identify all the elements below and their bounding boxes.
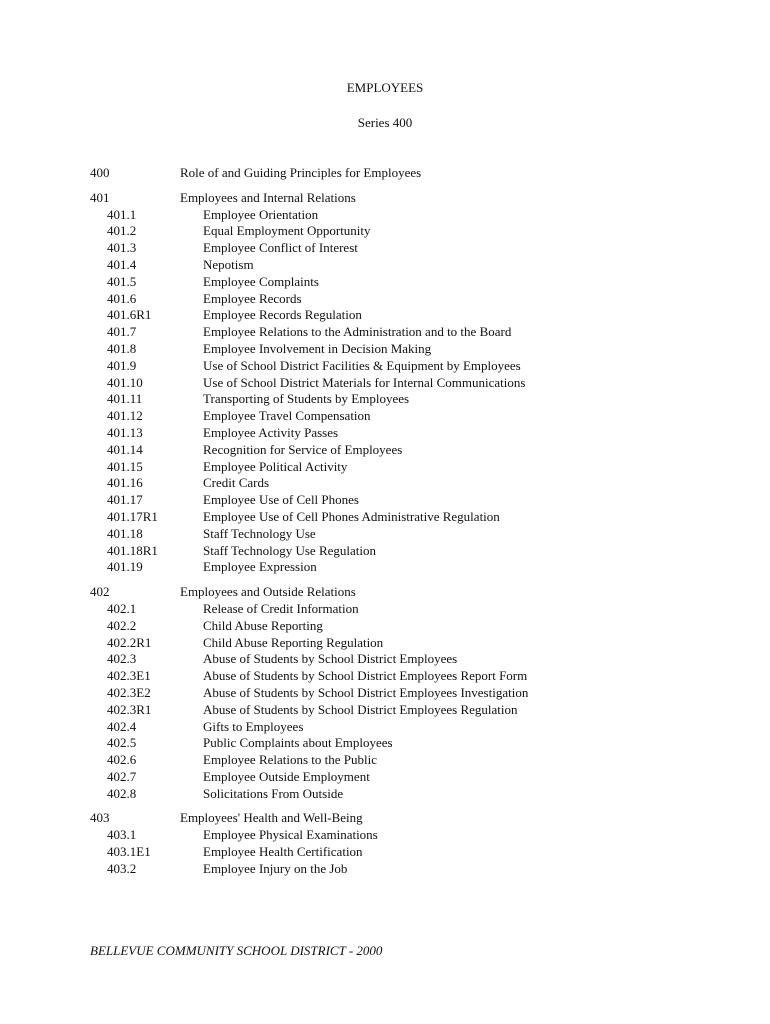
policy-title: Credit Cards <box>203 475 270 491</box>
policy-title: Employee Physical Examinations <box>203 827 378 843</box>
policy-row <box>90 685 690 702</box>
policy-title: Nepotism <box>203 256 254 272</box>
policy-row <box>90 651 690 668</box>
policy-row <box>90 291 690 308</box>
policy-title: Abuse of Students by School District Employees Investigation <box>203 684 529 700</box>
document-subtitle: Series 400 <box>357 115 413 130</box>
policy-number: 402.5 <box>107 735 137 751</box>
policy-title: Gifts to Employees <box>203 718 304 734</box>
policy-row <box>90 307 690 324</box>
policy-number: 401.18R1 <box>107 542 158 558</box>
section-title: Employees and Internal Relations <box>180 189 356 205</box>
policy-number: 402.1 <box>107 600 137 616</box>
policy-title: Employee Expression <box>203 559 317 575</box>
policy-number: 402.8 <box>107 785 137 801</box>
policy-row <box>90 769 690 786</box>
document-footer: BELLEVUE COMMUNITY SCHOOL DISTRICT - 2000 <box>90 943 383 958</box>
policy-row <box>90 526 690 543</box>
policy-title: Recognition for Service of Employees <box>203 441 403 457</box>
policy-title: Staff Technology Use Regulation <box>203 542 376 558</box>
policy-row <box>90 719 690 736</box>
section-number: 403 <box>90 810 110 826</box>
policy-row <box>90 861 690 878</box>
policy-number: 402.2R1 <box>107 634 152 650</box>
policy-row <box>90 442 690 459</box>
policy-section-401 <box>90 190 690 576</box>
policy-title: Abuse of Students by School District Employees Regulation <box>203 701 518 717</box>
policy-number: 401.14 <box>107 441 143 457</box>
policy-number: 402.2 <box>107 617 137 633</box>
policy-row <box>90 408 690 425</box>
policy-section-400 <box>90 165 690 182</box>
policy-title: Equal Employment Opportunity <box>203 223 371 239</box>
policy-number: 401.6 <box>107 290 137 306</box>
policy-title: Employee Involvement in Decision Making <box>203 340 432 356</box>
policy-title: Public Complaints about Employees <box>203 735 393 751</box>
policy-number: 401.10 <box>107 374 143 390</box>
policy-title: Employee Injury on the Job <box>203 860 348 876</box>
policy-number: 403.2 <box>107 860 137 876</box>
section-number: 400 <box>90 165 110 180</box>
section-number: 402 <box>90 584 110 600</box>
policy-number: 402.3 <box>107 651 137 667</box>
policy-row <box>90 475 690 492</box>
policy-row <box>90 257 690 274</box>
policy-row <box>90 509 690 526</box>
policy-title: Use of School District Materials for Internal Communications <box>203 374 526 390</box>
policy-row <box>90 786 690 803</box>
policy-number: 402.3R1 <box>107 701 152 717</box>
policy-title: Abuse of Students by School District Employees Report Form <box>203 668 528 684</box>
document-title: EMPLOYEES <box>346 80 424 95</box>
policy-title: Employee Political Activity <box>203 458 348 474</box>
policy-number: 401.19 <box>107 559 143 575</box>
policy-section-403 <box>90 810 690 877</box>
policy-row <box>90 391 690 408</box>
policy-number: 402.7 <box>107 768 137 784</box>
policy-title: Employee Relations to the Administration and to the Board <box>203 324 512 340</box>
policy-number: 401.1 <box>107 206 137 222</box>
policy-number: 401.6R1 <box>107 307 152 323</box>
policy-row <box>90 559 690 576</box>
policy-title: Employee Use of Cell Phones <box>203 492 359 508</box>
policy-number: 401.3 <box>107 240 137 256</box>
policy-number: 402.6 <box>107 752 137 768</box>
policy-number: 401.15 <box>107 458 143 474</box>
policy-number: 401.17 <box>107 492 143 508</box>
policy-number: 401.8 <box>107 340 137 356</box>
policy-number: 401.17R1 <box>107 508 158 524</box>
policy-title: Solicitations From Outside <box>203 785 344 801</box>
policy-number: 401.5 <box>107 273 137 289</box>
policy-row <box>90 702 690 719</box>
policy-row <box>90 324 690 341</box>
policy-number: 402.3E1 <box>107 668 151 684</box>
policy-row <box>90 827 690 844</box>
policy-number: 401.2 <box>107 223 137 239</box>
policy-row <box>90 735 690 752</box>
policy-number: 401.9 <box>107 357 137 373</box>
policy-title: Employee Conflict of Interest <box>203 240 358 256</box>
policy-number: 401.13 <box>107 424 143 440</box>
policy-title: Abuse of Students by School District Employees <box>203 651 458 667</box>
policy-number: 401.18 <box>107 525 143 541</box>
policy-row <box>90 223 690 240</box>
policy-title: Employee Outside Employment <box>203 768 370 784</box>
policy-row <box>90 635 690 652</box>
policy-title: Child Abuse Reporting Regulation <box>203 634 384 650</box>
section-title: Employees' Health and Well-Being <box>180 810 363 826</box>
policy-number: 402.4 <box>107 718 137 734</box>
policy-row <box>90 341 690 358</box>
policy-title: Employee Health Certification <box>203 844 363 860</box>
policy-row <box>90 618 690 635</box>
policy-row <box>90 844 690 861</box>
policy-title: Transporting of Students by Employees <box>203 391 410 407</box>
policy-title: Employee Relations to the Public <box>203 752 378 768</box>
policy-row <box>90 492 690 509</box>
policy-title: Employee Records <box>203 290 302 306</box>
section-heading-row <box>90 165 690 182</box>
policy-row <box>90 668 690 685</box>
policy-title: Employee Records Regulation <box>203 307 362 323</box>
policy-row <box>90 543 690 560</box>
policy-row <box>90 207 690 224</box>
policy-title: Employee Complaints <box>203 273 319 289</box>
policy-row <box>90 375 690 392</box>
policy-number: 401.11 <box>107 391 143 407</box>
policy-title: Use of School District Facilities & Equipment by Employees <box>203 357 521 373</box>
section-heading-row <box>90 190 690 207</box>
section-number: 401 <box>90 189 110 205</box>
policy-number: 401.7 <box>107 324 137 340</box>
policy-number: 403.1E1 <box>107 844 151 860</box>
policy-title: Employee Travel Compensation <box>203 408 371 424</box>
policy-row <box>90 752 690 769</box>
policy-title: Release of Credit Information <box>203 600 359 616</box>
policy-number: 401.4 <box>107 256 137 272</box>
policy-number: 403.1 <box>107 827 137 843</box>
policy-title: Employee Orientation <box>203 206 319 222</box>
policy-title: Child Abuse Reporting <box>203 617 323 633</box>
policy-title: Staff Technology Use <box>203 525 316 541</box>
policy-row <box>90 425 690 442</box>
policy-number: 401.16 <box>107 475 143 491</box>
section-heading-row <box>90 810 690 827</box>
policy-section-402 <box>90 584 690 802</box>
policy-row <box>90 358 690 375</box>
policy-row <box>90 601 690 618</box>
policy-index <box>90 165 690 886</box>
policy-title: Employee Use of Cell Phones Administrative Regulation <box>203 508 500 524</box>
policy-row <box>90 459 690 476</box>
policy-title: Employee Activity Passes <box>203 424 339 440</box>
section-heading-row <box>90 584 690 601</box>
policy-row <box>90 240 690 257</box>
policy-row <box>90 274 690 291</box>
section-title: Employees and Outside Relations <box>180 584 356 600</box>
policy-number: 402.3E2 <box>107 684 151 700</box>
policy-number: 401.12 <box>107 408 143 424</box>
section-title: Role of and Guiding Principles for Employees <box>180 165 422 180</box>
